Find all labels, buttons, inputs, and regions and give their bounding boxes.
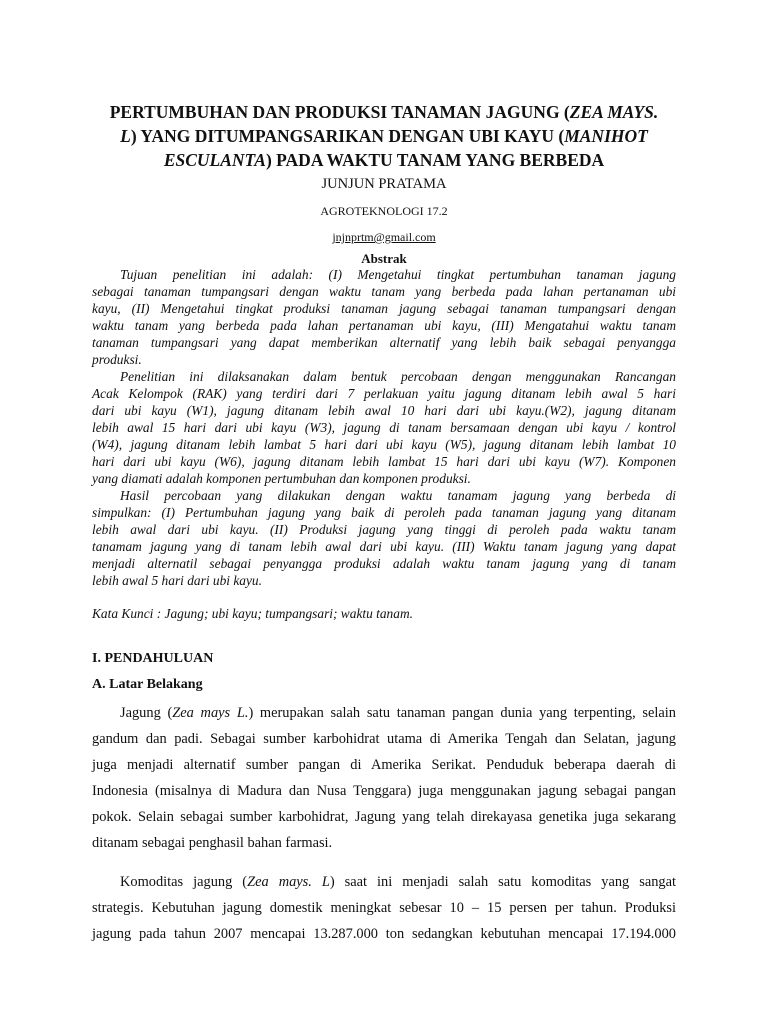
keywords: Kata Kunci : Jagung; ubi kayu; tumpangsari; waktu tanam. xyxy=(92,606,413,621)
body-line: Indonesia (misalnya di Madura dan Nusa Tenggara) juga menggunakan jagung sebagai pangan xyxy=(92,783,676,799)
author-email[interactable]: jnjnprtm@gmail.com xyxy=(332,230,436,244)
abstract-heading: Abstrak xyxy=(361,251,407,266)
body-line: Komoditas jagung (Zea mays. L) saat ini menjadi salah satu komoditas yang sangat xyxy=(120,874,676,890)
abstract-line: lebih awal dari ubi kayu. (II) Produksi jagung yang tinggi di peroleh pada waktu tanam xyxy=(92,522,676,537)
abstract-line: Acak Kelompok (RAK) yang terdiri dari 7 perlakuan yaitu jagung ditanam lebih awal 5 hari xyxy=(92,386,676,401)
section-heading: I. PENDAHULUAN xyxy=(92,651,214,666)
abstract-line: (W4), jagung ditanam lebih lambat 5 hari dari ubi kayu (W5), jagung ditanam lebih lambat 10 xyxy=(92,437,676,452)
body-line: ditanam sebagai penghasil bahan farmasi. xyxy=(92,835,333,851)
paper-title xyxy=(92,100,676,172)
abstract-line: dari ubi kayu (W1), jagung ditanam lebih awal 10 hari dari ubi kayu.(W2), jagung ditanam xyxy=(92,403,676,418)
body-line: jagung pada tahun 2007 mencapai 13.287.000 ton sedangkan kebutuhan mencapai 17.194.000 xyxy=(92,926,676,942)
body-line: pokok. Selain sebagai sumber karbohidrat, Jagung yang telah direkayasa genetika juga sekarang xyxy=(92,809,676,825)
subsection-heading: A. Latar Belakang xyxy=(92,677,203,692)
body-line: Jagung (Zea mays L.) merupakan salah satu tanaman pangan dunia yang terpenting, selain xyxy=(120,705,676,721)
author-name: JUNJUN PRATAMA xyxy=(321,176,447,192)
abstract-body xyxy=(92,266,676,589)
abstract-line: sebagai tanaman tumpangsari dengan waktu tanam yang berbeda pada lahan pertanaman ubi xyxy=(92,284,676,299)
abstract-line: hari dari ubi kayu (W6), jagung ditanam lebih lambat 15 hari dari ubi kayu (W7). Komponen xyxy=(92,454,676,469)
body-text xyxy=(92,700,676,947)
abstract-line: tanaman tumpangsari yang dapat memberikan alternatif yang lebih baik sebagai penyangga xyxy=(92,335,676,350)
abstract-line: yang diamati adalah komponen pertumbuhan dan komponen produksi. xyxy=(92,471,471,486)
abstract-line: produksi. xyxy=(92,352,142,367)
abstract-line: Tujuan penelitian ini adalah: (I) Mengetahui tingkat pertumbuhan tanaman jagung xyxy=(120,267,676,282)
author-affiliation: AGROTEKNOLOGI 17.2 xyxy=(320,204,448,218)
abstract-line: Penelitian ini dilaksanakan dalam bentuk percobaan dengan menggunakan Rancangan xyxy=(120,369,676,384)
abstract-line: simpulkan: (I) Pertumbuhan jagung yang baik di peroleh pada tanaman jagung yang ditanam xyxy=(92,505,676,520)
abstract-line: tanamam jagung yang di tanam lebih awal dari ubi kayu. (III) Waktu tanam jagung yang dapat xyxy=(92,539,676,554)
title-line-2: L) YANG DITUMPANGSARIKAN DENGAN UBI KAYU (MANIHOT xyxy=(120,126,648,146)
abstract-line: menjadi alternatil sebagai penyangga produksi adalah waktu tanam jagung yang di tanam xyxy=(92,556,676,571)
body-paragraph-1 xyxy=(92,700,676,856)
title-line-1: PERTUMBUHAN DAN PRODUKSI TANAMAN JAGUNG (ZEA MAYS. xyxy=(109,102,659,122)
abstract-line: Hasil percobaan yang dilakukan dengan waktu tanamam jagung yang berbeda di xyxy=(120,488,676,503)
body-line: gandum dan padi. Sebagai sumber karbohidrat utama di Amerika Tengah dan Selatan, jagung xyxy=(92,731,676,747)
abstract-line: lebih awal 5 hari dari ubi kayu. xyxy=(92,573,262,588)
title-line-3: ESCULANTA) PADA WAKTU TANAM YANG BERBEDA xyxy=(163,150,605,170)
body-line: juga menjadi alternatif sumber pangan di Amerika Serikat. Penduduk beberapa daerah di xyxy=(92,757,676,773)
body-line: strategis. Kebutuhan jagung domestik meningkat sebesar 10 – 15 persen per tahun. Produksi xyxy=(92,900,676,916)
abstract-line: lebih awal 15 hari dari ubi kayu (W3), jagung di tanam bersamaan dengan ubi kayu / kontrol xyxy=(92,420,676,435)
abstract-line: waktu tanam yang berbeda pada lahan pertanaman ubi kayu, (III) Mengatahui waktu tanam xyxy=(92,318,676,333)
body-paragraph-2 xyxy=(92,869,676,947)
abstract-line: kayu, (II) Mengetahui tingkat produksi tanaman jagung sebagai tanaman tumpangsari dengan xyxy=(92,301,676,316)
